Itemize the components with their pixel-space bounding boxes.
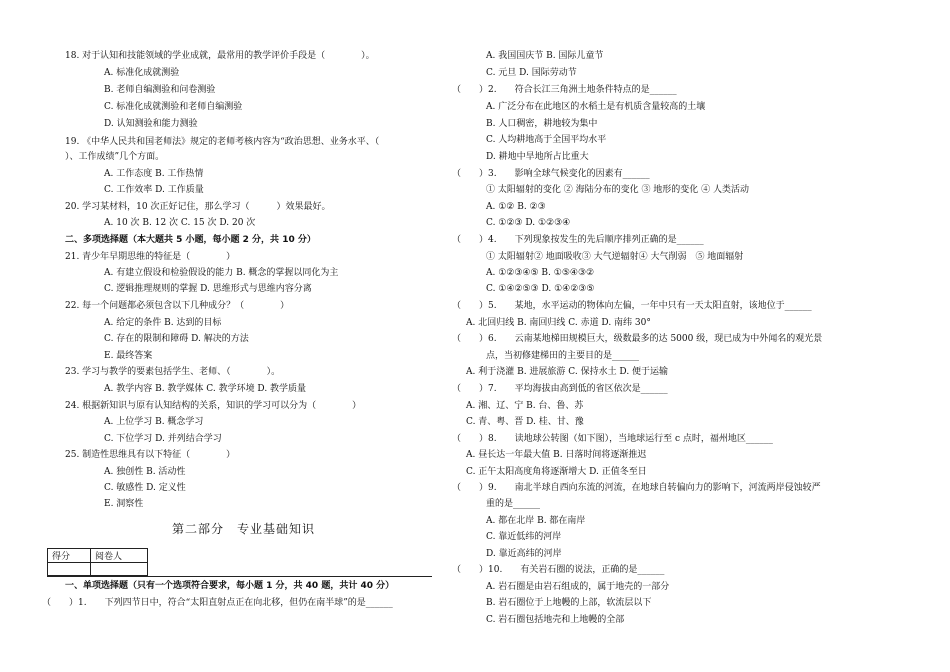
option-text: C. 存在的限制和障碍 D. 解决的方法: [104, 334, 249, 344]
grader-label: 阅卷人: [91, 549, 148, 563]
question-9-cont: 重的是______: [486, 499, 541, 509]
option-text: C. 元旦 D. 国际劳动节: [486, 68, 577, 78]
question-24: 24. 根据新知识与原有认知结构的关系，知识的学习可以分为（ ）: [65, 401, 362, 411]
question-20: 20. 学习某材料，10 次正好记住，那么学习（ ）效果最好。: [65, 202, 331, 212]
option-text: A. 给定的条件 B. 达到的目标: [104, 318, 222, 328]
option-text: A. 岩石圈是由岩石组成的，属于地壳的一部分: [486, 582, 670, 592]
option-text: A. 工作态度 B. 工作热情: [104, 169, 204, 179]
option-text: C. 逻辑推理规则的掌握 D. 思维形式与思维内容分离: [104, 284, 312, 294]
option-text: A. 湘、辽、宁 B. 台、鲁、苏: [466, 401, 584, 411]
question-6-cont: 点，当初修建梯田的主要目的是______: [486, 351, 640, 361]
score-table: [47, 548, 148, 576]
question-21: 21. 青少年早期思维的特征是（ ）: [65, 252, 236, 262]
option-text: E. 最终答案: [104, 351, 153, 361]
question-19: 19. 《中华人民共和国老师法》规定的老师考核内容为“政治思想、业务水平、（: [65, 137, 380, 147]
option-text: C. 下位学习 D. 并列结合学习: [104, 434, 222, 444]
option-text: B. 人口稠密，耕地较为集中: [486, 119, 598, 129]
option-text: A. ①②③④⑤ B. ①⑤④③②: [486, 268, 595, 278]
section-heading-multiple-choice: 二、多项选择题（本大题共 5 小题，每小题 2 分，共 10 分）: [65, 235, 316, 245]
option-text: C. ①②③ D. ①②③④: [486, 218, 571, 228]
option-text: A. 昼长达一年最大值 B. 日落时间将逐渐推迟: [466, 450, 647, 460]
question-7: （ ）7. 平均海拔由高到低的省区依次是______: [452, 384, 668, 394]
option-text: C. 敏感性 D. 定义性: [104, 483, 186, 493]
option-text: A. 利于浇灌 B. 进展旅游 C. 保持水土 D. 便于运输: [466, 367, 669, 377]
option-text: A. 广泛分布在此地区的水稻土是有机质含量较高的土壤: [486, 102, 706, 112]
option-text: A. 10 次 B. 12 次 C. 15 次 D. 20 次: [104, 218, 256, 228]
option-text: C. 工作效率 D. 工作质量: [104, 185, 204, 195]
option-text: A. 北回归线 B. 南回归线 C. 赤道 D. 南纬 30°: [466, 318, 651, 328]
option-text: C. 青、粤、晋 D. 桂、甘、豫: [466, 417, 584, 427]
part-two-title: 第二部分 专业基础知识: [172, 522, 316, 536]
divider: [47, 576, 432, 577]
question-9: （ ）9. 南北半球自西向东流的河流，在地球自转偏向力的影响下，河流两岸侵蚀较严: [452, 483, 821, 493]
option-text: C. 正午太阳高度角将逐渐增大 D. 正值冬至日: [466, 467, 647, 477]
grader-cell: [91, 563, 148, 576]
question-10: （ ）10. 有关岩石圈的说法，正确的是______: [452, 565, 665, 575]
question-6: （ ）6. 云南某地梯田规模巨大，级数最多的达 5000 级，现已成为中外闻名的观光景: [452, 334, 823, 344]
option-text: A. 有建立假设和检验假设的能力 B. 概念的掌握以同化为主: [104, 268, 339, 278]
option-text: B. 老师自编测验和问卷测验: [104, 85, 216, 95]
option-text: C. 岩石圈包括地壳和上地幔的全部: [486, 615, 625, 625]
option-text: ① 太阳辐射的变化 ② 海陆分布的变化 ③ 地形的变化 ④ 人类活动: [486, 185, 750, 195]
question-19-cont: ）、工作成绩”几个方面。: [65, 152, 165, 162]
option-text: D. 认知测验和能力测验: [104, 119, 198, 129]
option-text: A. 都在北岸 B. 都在南岸: [486, 516, 586, 526]
question-25: 25. 制造性思维具有以下特征（ ）: [65, 450, 236, 460]
option-text: A. 独创性 B. 活动性: [104, 467, 186, 477]
option-text: C. 人均耕地高于全国平均水平: [486, 135, 607, 145]
option-text: A. 我国国庆节 B. 国际儿童节: [486, 51, 604, 61]
option-text: A. 上位学习 B. 概念学习: [104, 417, 204, 427]
option-text: D. 耕地中旱地所占比重大: [486, 152, 589, 162]
option-text: ① 太阳辐射② 地面吸收③ 大气逆辐射④ 大气削弱 ⑤ 地面辐射: [486, 252, 744, 262]
question-23: 23. 学习与教学的要素包括学生、老师、（ ）。: [65, 367, 281, 377]
score-label: 得分: [48, 549, 91, 563]
option-text: A. 教学内容 B. 教学媒体 C. 教学环境 D. 教学质量: [104, 384, 307, 394]
question-2: （ ）2. 符合长江三角洲土地条件特点的是______: [452, 85, 677, 95]
option-text: E. 洞察性: [104, 499, 144, 509]
option-text: C. ①④②⑤③ D. ①④②③⑤: [486, 284, 595, 294]
section-heading-single-choice: 一、单项选择题（只有一个选项符合要求，每小题 1 分，共 40 题，共计 40 分）: [65, 581, 395, 591]
question-5: （ ）5. 某地，水平运动的物体向左偏，一年中只有一天太阳直射，该地位于______: [452, 301, 812, 311]
question-18: 18. 对于认知和技能领域的学业成就，最常用的教学评价手段是（ ）。: [65, 51, 375, 61]
option-text: A. ①② B. ②③: [486, 202, 546, 212]
question-1: （ ）1. 下列四节日中，符合“太阳直射点正在向北移，但仍在南半球”的是______: [42, 598, 393, 608]
question-4: （ ）4. 下列现象按发生的先后顺序排列正确的是______: [452, 235, 704, 245]
option-text: B. 岩石圈位于上地幔的上部，软流层以下: [486, 598, 652, 608]
question-22: 22. 每一个问题都必须包含以下几种成分？（ ）: [65, 301, 290, 311]
score-cell: [48, 563, 91, 576]
option-text: A. 标准化成就测验: [104, 68, 180, 78]
option-text: C. 靠近低纬的河岸: [486, 532, 562, 542]
question-3: （ ）3. 影响全球气候变化的因素有______: [452, 169, 650, 179]
option-text: D. 靠近高纬的河岸: [486, 549, 562, 559]
question-8: （ ）8. 读地球公转图（如下图），当地球运行至 c 点时，福州地区______: [452, 434, 773, 444]
option-text: C. 标准化成就测验和老师自编测验: [104, 102, 243, 112]
